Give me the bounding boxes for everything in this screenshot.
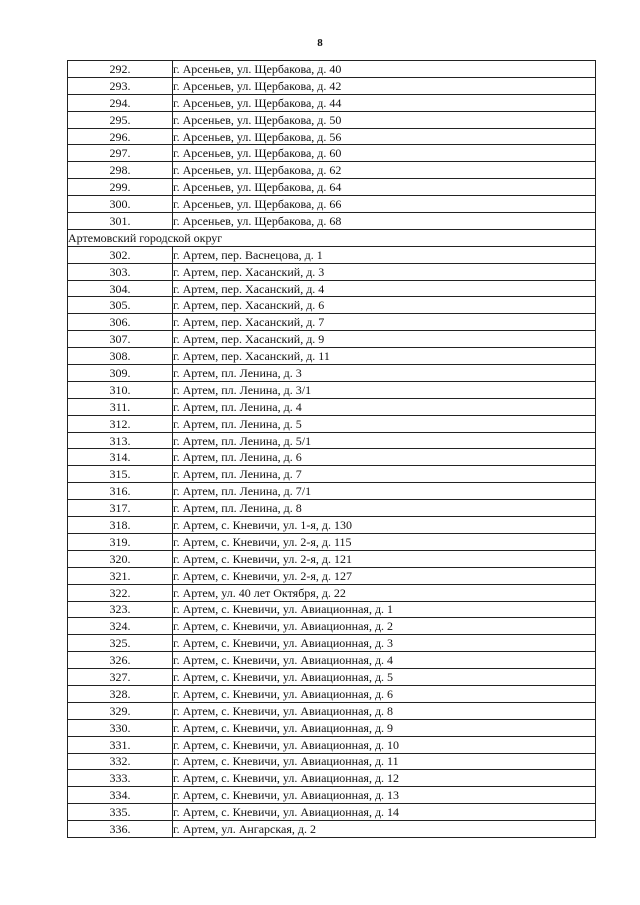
row-address: г. Артем, с. Кневичи, ул. Авиационная, д. 5: [173, 669, 596, 686]
row-number: 313.: [68, 432, 173, 449]
row-number: 320.: [68, 550, 173, 567]
table-row: [68, 348, 596, 365]
row-number: 319.: [68, 533, 173, 550]
row-number: 325.: [68, 635, 173, 652]
table-row: [68, 652, 596, 669]
row-number: 293.: [68, 77, 173, 94]
table-row: [68, 213, 596, 230]
row-number: 310.: [68, 381, 173, 398]
table-row: [68, 584, 596, 601]
row-address: г. Артем, с. Кневичи, ул. Авиационная, д. 6: [173, 685, 596, 702]
row-address: г. Арсеньев, ул. Щербакова, д. 40: [173, 61, 596, 78]
table-row: [68, 449, 596, 466]
row-address: г. Арсеньев, ул. Щербакова, д. 50: [173, 111, 596, 128]
table-row: [68, 77, 596, 94]
table-row: [68, 145, 596, 162]
row-address: г. Артем, с. Кневичи, ул. Авиационная, д. 10: [173, 736, 596, 753]
row-address: г. Артем, пер. Хасанский, д. 11: [173, 348, 596, 365]
row-address: г. Артем, с. Кневичи, ул. Авиационная, д. 11: [173, 753, 596, 770]
table-row: [68, 297, 596, 314]
row-number: 304.: [68, 280, 173, 297]
row-address: г. Артем, пл. Ленина, д. 7/1: [173, 483, 596, 500]
row-address: г. Артем, ул. Ангарская, д. 2: [173, 821, 596, 838]
row-number: 300.: [68, 196, 173, 213]
table-row: [68, 719, 596, 736]
row-address: г. Арсеньев, ул. Щербакова, д. 42: [173, 77, 596, 94]
row-address: г. Артем, с. Кневичи, ул. Авиационная, д. 1: [173, 601, 596, 618]
row-address: г. Артем, пл. Ленина, д. 8: [173, 500, 596, 517]
table-row: [68, 381, 596, 398]
table-row: [68, 635, 596, 652]
row-address: г. Арсеньев, ул. Щербакова, д. 66: [173, 196, 596, 213]
row-number: 306.: [68, 314, 173, 331]
table-row: [68, 550, 596, 567]
row-number: 336.: [68, 821, 173, 838]
row-number: 322.: [68, 584, 173, 601]
table-row: [68, 415, 596, 432]
row-address: г. Артем, пл. Ленина, д. 5: [173, 415, 596, 432]
row-number: 318.: [68, 517, 173, 534]
row-number: 323.: [68, 601, 173, 618]
table-row: [68, 314, 596, 331]
row-address: г. Артем, пл. Ленина, д. 7: [173, 466, 596, 483]
row-address: г. Артем, пер. Хасанский, д. 9: [173, 331, 596, 348]
row-address: г. Артем, пл. Ленина, д. 4: [173, 398, 596, 415]
row-address: г. Арсеньев, ул. Щербакова, д. 68: [173, 213, 596, 230]
row-number: 308.: [68, 348, 173, 365]
row-number: 326.: [68, 652, 173, 669]
table-row: [68, 263, 596, 280]
table-row: [68, 753, 596, 770]
row-number: 329.: [68, 702, 173, 719]
table-row: [68, 517, 596, 534]
table-row: [68, 618, 596, 635]
row-number: 335.: [68, 804, 173, 821]
row-number: 314.: [68, 449, 173, 466]
table-row: [68, 331, 596, 348]
table-row: [68, 246, 596, 263]
row-address: г. Артем, пер. Хасанский, д. 6: [173, 297, 596, 314]
table-row: [68, 61, 596, 78]
row-number: 317.: [68, 500, 173, 517]
row-number: 301.: [68, 213, 173, 230]
row-number: 333.: [68, 770, 173, 787]
row-address: г. Артем, с. Кневичи, ул. Авиационная, д. 4: [173, 652, 596, 669]
row-number: 309.: [68, 365, 173, 382]
row-address: г. Арсеньев, ул. Щербакова, д. 56: [173, 128, 596, 145]
row-number: 324.: [68, 618, 173, 635]
table-row: [68, 179, 596, 196]
table-row: [68, 533, 596, 550]
row-address: г. Артем, с. Кневичи, ул. Авиационная, д. 12: [173, 770, 596, 787]
section-header: Артемовский городской округ: [68, 229, 596, 246]
table-row: [68, 685, 596, 702]
table-row: [68, 432, 596, 449]
row-address: г. Артем, пер. Хасанский, д. 3: [173, 263, 596, 280]
section-header-row: [68, 229, 596, 246]
address-table-body: [68, 61, 596, 838]
row-number: 328.: [68, 685, 173, 702]
table-row: [68, 162, 596, 179]
row-address: г. Артем, ул. 40 лет Октября, д. 22: [173, 584, 596, 601]
address-table: [67, 60, 596, 838]
row-number: 321.: [68, 567, 173, 584]
table-row: [68, 787, 596, 804]
row-number: 296.: [68, 128, 173, 145]
table-row: [68, 111, 596, 128]
row-address: г. Артем, с. Кневичи, ул. 2-я, д. 115: [173, 533, 596, 550]
row-address: г. Артем, с. Кневичи, ул. Авиационная, д. 8: [173, 702, 596, 719]
row-address: г. Артем, пл. Ленина, д. 3: [173, 365, 596, 382]
table-row: [68, 483, 596, 500]
table-row: [68, 128, 596, 145]
row-number: 295.: [68, 111, 173, 128]
row-number: 294.: [68, 94, 173, 111]
row-address: г. Артем, с. Кневичи, ул. Авиационная, д. 13: [173, 787, 596, 804]
table-row: [68, 466, 596, 483]
table-row: [68, 770, 596, 787]
table-row: [68, 280, 596, 297]
row-address: г. Арсеньев, ул. Щербакова, д. 64: [173, 179, 596, 196]
row-address: г. Арсеньев, ул. Щербакова, д. 44: [173, 94, 596, 111]
row-address: г. Арсеньев, ул. Щербакова, д. 62: [173, 162, 596, 179]
row-number: 315.: [68, 466, 173, 483]
row-number: 299.: [68, 179, 173, 196]
row-number: 316.: [68, 483, 173, 500]
table-row: [68, 94, 596, 111]
row-number: 331.: [68, 736, 173, 753]
row-number: 330.: [68, 719, 173, 736]
row-address: г. Артем, пл. Ленина, д. 5/1: [173, 432, 596, 449]
row-number: 334.: [68, 787, 173, 804]
row-address: г. Артем, с. Кневичи, ул. Авиационная, д. 2: [173, 618, 596, 635]
table-row: [68, 821, 596, 838]
table-row: [68, 702, 596, 719]
row-number: 312.: [68, 415, 173, 432]
row-number: 298.: [68, 162, 173, 179]
row-address: г. Артем, пер. Хасанский, д. 4: [173, 280, 596, 297]
row-number: 332.: [68, 753, 173, 770]
table-row: [68, 601, 596, 618]
row-address: г. Артем, с. Кневичи, ул. Авиационная, д. 14: [173, 804, 596, 821]
row-address: г. Артем, пер. Васнецова, д. 1: [173, 246, 596, 263]
table-row: [68, 669, 596, 686]
row-address: г. Артем, с. Кневичи, ул. 2-я, д. 127: [173, 567, 596, 584]
row-address: г. Артем, пер. Хасанский, д. 7: [173, 314, 596, 331]
row-number: 327.: [68, 669, 173, 686]
table-row: [68, 196, 596, 213]
row-address: г. Артем, с. Кневичи, ул. 2-я, д. 121: [173, 550, 596, 567]
table-row: [68, 736, 596, 753]
row-address: г. Артем, с. Кневичи, ул. 1-я, д. 130: [173, 517, 596, 534]
row-address: г. Артем, с. Кневичи, ул. Авиационная, д. 9: [173, 719, 596, 736]
table-row: [68, 365, 596, 382]
table-row: [68, 804, 596, 821]
table-row: [68, 398, 596, 415]
row-number: 297.: [68, 145, 173, 162]
row-number: 305.: [68, 297, 173, 314]
row-number: 303.: [68, 263, 173, 280]
row-number: 307.: [68, 331, 173, 348]
row-address: г. Арсеньев, ул. Щербакова, д. 60: [173, 145, 596, 162]
row-number: 302.: [68, 246, 173, 263]
row-address: г. Артем, пл. Ленина, д. 3/1: [173, 381, 596, 398]
row-address: г. Артем, с. Кневичи, ул. Авиационная, д. 3: [173, 635, 596, 652]
table-row: [68, 500, 596, 517]
page-number: 8: [317, 37, 323, 49]
row-address: г. Артем, пл. Ленина, д. 6: [173, 449, 596, 466]
row-number: 311.: [68, 398, 173, 415]
row-number: 292.: [68, 61, 173, 78]
table-row: [68, 567, 596, 584]
